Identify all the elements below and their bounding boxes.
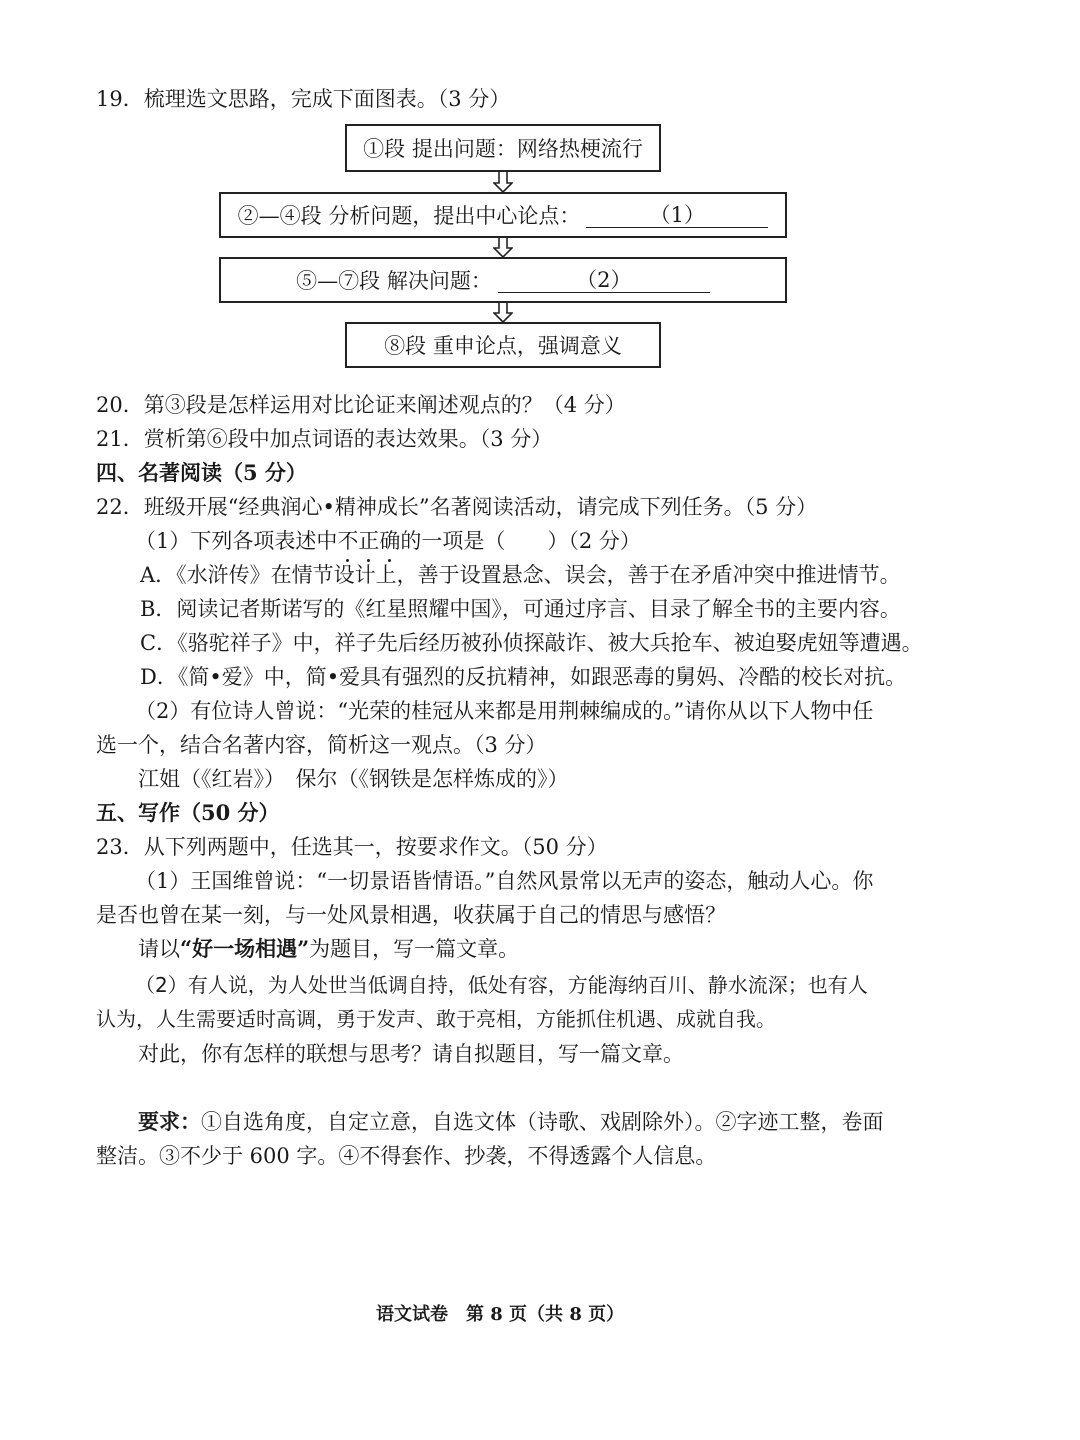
q23-prompt1-post: 为题目，写一篇文章。 bbox=[309, 937, 520, 961]
down-arrow-icon bbox=[493, 171, 513, 193]
q21: 21．赏析第⑥段中加点词语的表达效果。（3 分） bbox=[96, 427, 553, 451]
q22-characters: 江姐（《红岩》） 保尔（《钢铁是怎样炼成的》） bbox=[138, 767, 569, 791]
q22-sub2-line2: 选一个，结合名著内容，简析这一观点。（3 分） bbox=[96, 733, 547, 757]
flow-box-2-blank: （1） bbox=[586, 203, 768, 228]
q19-title: 19．梳理选文思路，完成下面图表。（3 分） bbox=[96, 87, 511, 111]
page-footer: 语文试卷 第 8 页（共 8 页） bbox=[376, 1304, 625, 1325]
requirements-text-1: ①自选角度，自定立意，自选文体（诗歌、戏剧除外）。②字迹工整，卷面 bbox=[201, 1110, 884, 1134]
q22-option-b: B．阅读记者斯诺写的《红星照耀中国》，可通过序言、目录了解全书的主要内容。 bbox=[140, 597, 901, 621]
q22-sub1-post: 的一项是（ ）（2 分） bbox=[400, 529, 641, 553]
flow-box-3 bbox=[219, 257, 787, 303]
section-4-heading: 四、名著阅读（5 分） bbox=[96, 460, 307, 485]
q22-sub1-pre: （1）下列各项表述中 bbox=[135, 529, 338, 553]
q23-prompt1-line2: 是否也曾在某一刻，与一处风景相遇，收获属于自己的情思与感悟？ bbox=[96, 903, 726, 927]
q23-prompt2-line2: 认为，人生需要适时高调，勇于发声、敢于亮相，方能抓住机遇、成就自我。 bbox=[96, 1007, 776, 1031]
requirements-line2: 整洁。③不少于 600 字。④不得套作、抄袭，不得透露个人信息。 bbox=[96, 1144, 717, 1168]
flow-box-2 bbox=[219, 192, 787, 238]
q22-option-c: C．《骆驼祥子》中，祥子先后经历被孙侦探敲诈、被大兵抢车、被迫娶虎妞等遭遇。 bbox=[140, 631, 923, 655]
down-arrow-icon bbox=[493, 301, 513, 323]
flow-box-4-text: ⑧段 重申论点，强调意义 bbox=[384, 334, 622, 358]
q23-prompt1-line3 bbox=[138, 934, 519, 964]
section-5-heading: 五、写作（50 分） bbox=[96, 800, 280, 825]
emphasis-char: 确 bbox=[379, 526, 400, 556]
requirements-label: 要求： bbox=[138, 1109, 201, 1134]
q22-sub1 bbox=[135, 526, 641, 556]
q22-option-d: D．《简•爱》中，简•爱具有强烈的反抗精神，如跟恶毒的舅妈、冷酷的校长对抗。 bbox=[140, 665, 907, 689]
flow-box-3-blank: （2） bbox=[498, 268, 710, 293]
essay-title: “好一场相遇” bbox=[180, 936, 310, 961]
emphasis-char: 正 bbox=[358, 526, 379, 556]
down-arrow-icon bbox=[493, 236, 513, 258]
q23-prompt1-pre: 请以 bbox=[138, 937, 180, 961]
q23-title: 23．从下列两题中，任选其一，按要求作文。（50 分） bbox=[96, 835, 608, 859]
q22-sub2-line1: （2）有位诗人曾说：“光荣的桂冠从来都是用荆棘编成的。”请你从以下人物中任 bbox=[135, 699, 874, 723]
q20: 20．第③段是怎样运用对比论证来阐述观点的？（4 分） bbox=[96, 393, 626, 417]
flow-box-2-label: ②—④段 分析问题，提出中心论点： bbox=[237, 204, 581, 228]
q22-title: 22．班级开展“经典润心•精神成长”名著阅读活动，请完成下列任务。（5 分） bbox=[96, 495, 818, 519]
emphasis-char: 不 bbox=[337, 526, 358, 556]
flow-box-1 bbox=[345, 124, 661, 172]
flow-box-4 bbox=[345, 322, 661, 368]
requirements-line1 bbox=[138, 1107, 884, 1137]
q22-option-a: A．《水浒传》在情节设计上，善于设置悬念、误会，善于在矛盾冲突中推进情节。 bbox=[140, 563, 901, 587]
flow-box-3-label: ⑤—⑦段 解决问题： bbox=[296, 269, 492, 293]
flow-box-1-text: ①段 提出问题：网络热梗流行 bbox=[363, 137, 643, 161]
q23-prompt2-line3: 对此，你有怎样的联想与思考？请自拟题目，写一篇文章。 bbox=[138, 1042, 684, 1066]
q23-prompt2-line1: （2）有人说，为人处世当低调自持，低处有容，方能海纳百川、静水流深；也有人 bbox=[135, 973, 868, 997]
q23-prompt1-line1: （1）王国维曾说：“一切景语皆情语。”自然风景常以无声的姿态，触动人心。你 bbox=[135, 869, 874, 893]
